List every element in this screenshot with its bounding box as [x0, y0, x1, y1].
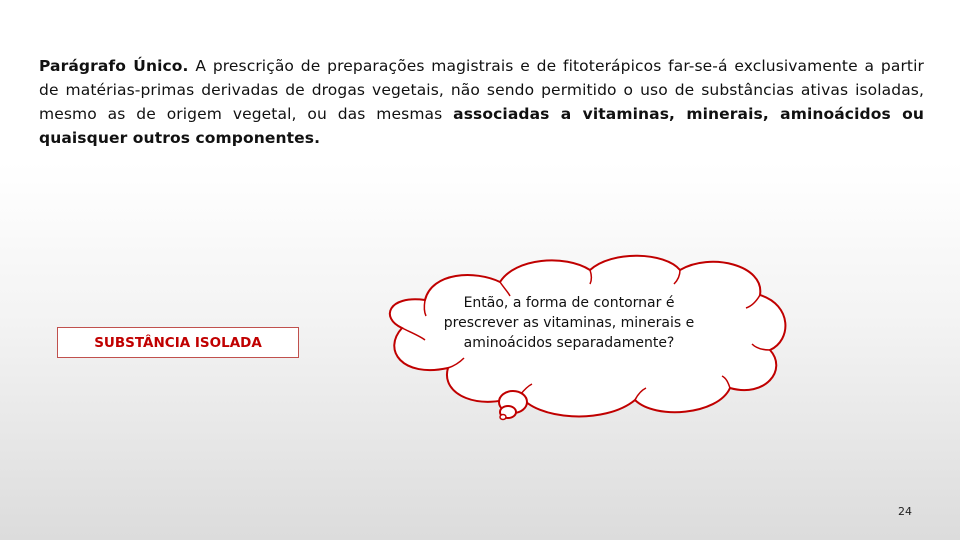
thought-cloud-text: Então, a forma de contornar é prescrever as vitaminas, minerais e aminoácidos separadamente? — [443, 295, 695, 351]
paragraph-label: Parágrafo Único. — [39, 57, 189, 75]
paragraph-text: A prescrição de preparações magistrais e de fitoterápicos far-se-á exclusivamente a partir de matérias-primas derivadas de drogas vegetais, não sendo permitido o uso de substâncias ativas isoladas, mesmo as de origem vegetal, ou das mesmas — [39, 57, 924, 123]
isolated-substance-label: SUBSTÂNCIA ISOLADA — [94, 334, 262, 351]
page-number: 24 — [898, 505, 912, 518]
paragraph-bold-text: associadas a vitaminas, minerais, aminoácidos ou quaisquer outros componentes. — [39, 105, 924, 147]
legal-paragraph — [39, 54, 924, 150]
isolated-substance-box — [57, 327, 299, 358]
